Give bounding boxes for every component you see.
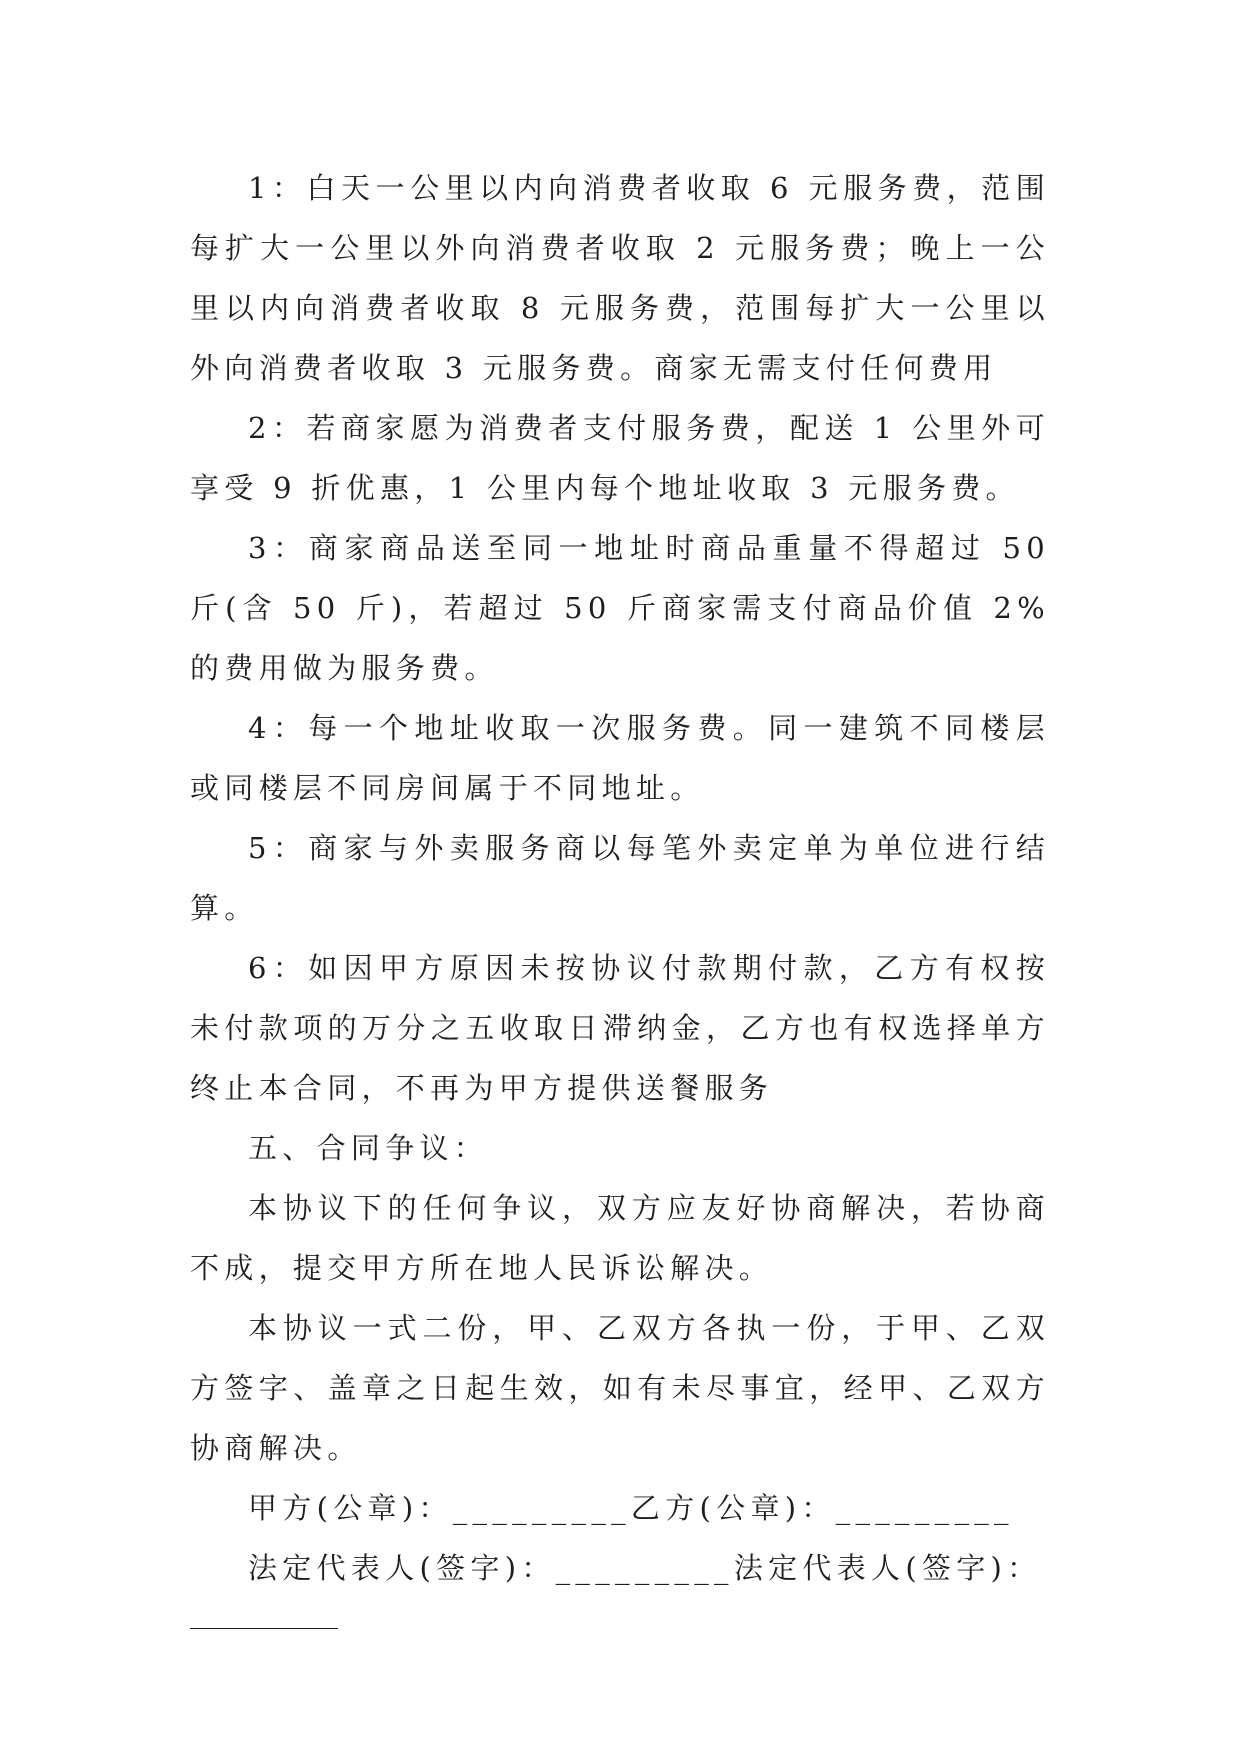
clause-3-weight-limit: 3：商家商品送至同一地址时商品重量不得超过 50 斤(含 50 斤)，若超过 50 斤商家需支付商品价值 2%的费用做为服务费。: [190, 531, 1050, 685]
signature-blank-line: [190, 1628, 338, 1629]
clause-6-late-payment: 6：如因甲方原因未按协议付款期付款，乙方有权按未付款项的万分之五收取日滞纳金，乙方也有权选择单方终止本合同，不再为甲方提供送餐服务: [190, 951, 1050, 1105]
document-body: [190, 158, 1050, 1629]
clause-1-daytime-night-fees: 1：白天一公里以内向消费者收取 6 元服务费，范围每扩大一公里以外向消费者收取 2 元服务费；晚上一公里以内向消费者收取 8 元服务费，范围每扩大一公里以外向消费者收取 3 元服务费。商家无需支付任何费用: [190, 171, 1050, 385]
company-seal-line: 甲方(公章)：_________乙方(公章)：_________: [248, 1491, 1014, 1525]
section-heading-contract-disputes: 五、合同争议：: [248, 1131, 489, 1165]
dispute-resolution-paragraph: 本协议下的任何争议，双方应友好协商解决，若协商不成，提交甲方所在地人民诉讼解决。: [190, 1191, 1050, 1285]
clause-5-settlement: 5：商家与外卖服务商以每笔外卖定单为单位进行结算。: [190, 831, 1050, 925]
effectiveness-paragraph: 本协议一式二份，甲、乙双方各执一份，于甲、乙双方签字、盖章之日起生效，如有未尽事宜，经甲、乙双方协商解决。: [190, 1311, 1050, 1465]
clause-4-address-definition: 4：每一个地址收取一次服务费。同一建筑不同楼层或同楼层不同房间属于不同地址。: [190, 711, 1050, 805]
clause-2-merchant-pays-fee: 2：若商家愿为消费者支付服务费，配送 1 公里外可享受 9 折优惠，1 公里内每个地址收取 3 元服务费。: [190, 411, 1050, 505]
legal-representative-signature-line: 法定代表人(签字)：_________法定代表人(签字)：: [248, 1551, 1042, 1585]
